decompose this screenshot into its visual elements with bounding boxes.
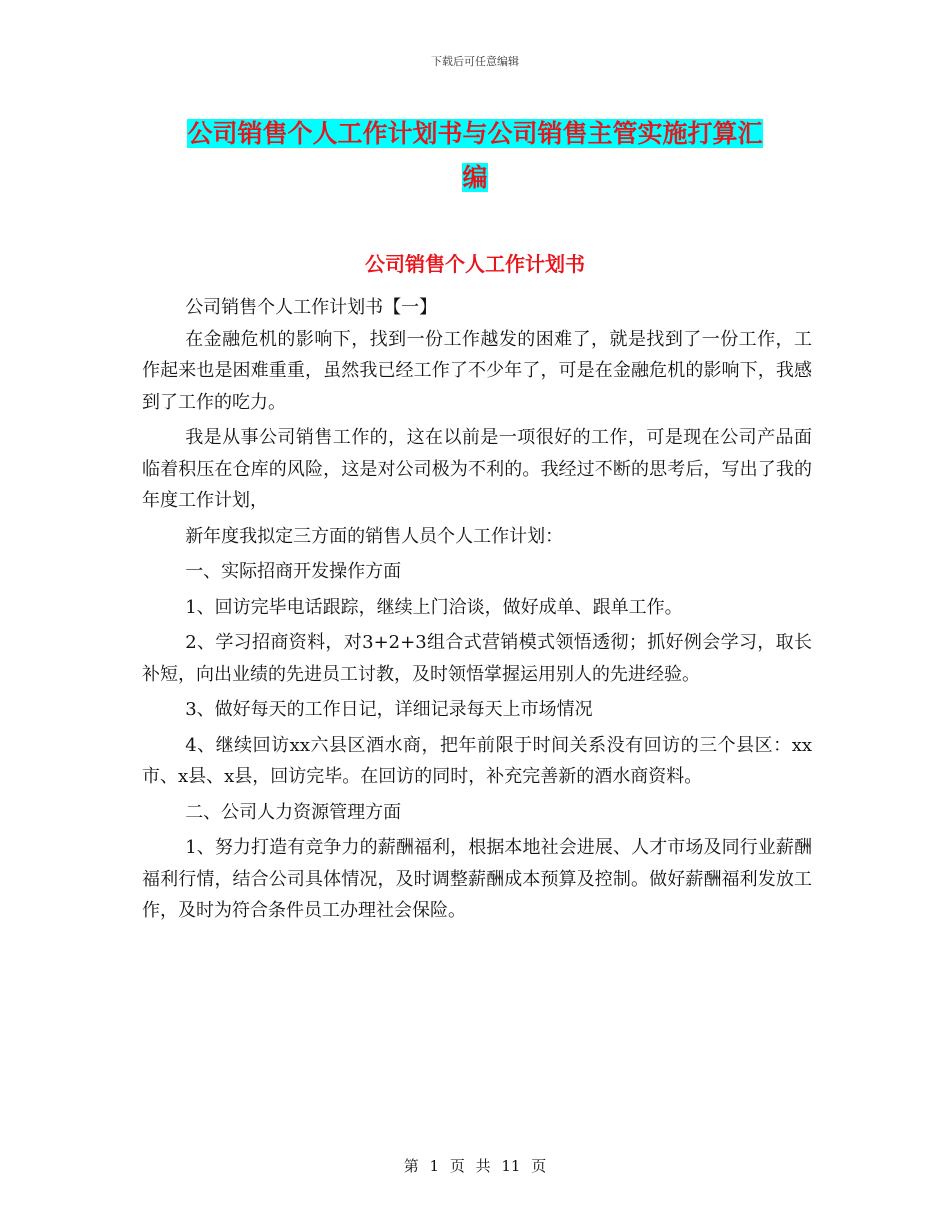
- header-note: 下载后可任意编辑: [431, 55, 519, 68]
- paragraph: 4、继续回访xx六县区酒水商，把年前限于时间关系没有回访的三个县区：xx市、x县、x县，回访完毕。在回访的同时，补充完善新的酒水商资料。: [142, 734, 812, 787]
- body-text: [142, 292, 812, 927]
- paragraph: 我是从事公司销售工作的，这在以前是一项很好的工作，可是现在公司产品面临着积压在仓库的风险，这是对公司极为不利的。我经过不断的思考后，写出了我的年度工作计划，: [142, 427, 812, 511]
- paragraph: 1、回访完毕电话跟踪，继续上门洽谈，做好成单、跟单工作。: [185, 596, 683, 618]
- paragraph: 新年度我拟定三方面的销售人员个人工作计划：: [185, 525, 564, 547]
- document-title-line-1: 公司销售个人工作计划书与公司销售主管实施打算汇: [187, 119, 763, 148]
- paragraph: 1、努力打造有竞争力的薪酬福利，根据本地社会进展、人才市场及同行业薪酬福利行情，结合公司具体情况，及时调整薪酬成本预算及控制。做好薪酬福利发放工作，及时为符合条件员工办理社会保险。: [142, 837, 812, 921]
- paragraph: 公司销售个人工作计划书【一】: [185, 297, 438, 318]
- paragraph: 一、实际招商开发操作方面: [185, 561, 402, 582]
- paragraph: 二、公司人力资源管理方面: [185, 801, 402, 823]
- document-title-line-2: 编: [462, 163, 488, 192]
- paragraph: 3、做好每天的工作日记，详细记录每天上市场情况: [185, 699, 593, 720]
- page-footer: 第 1 页 共 11 页: [403, 1157, 547, 1175]
- paragraph: 2、学习招商资料，对3+2+3组合式营销模式领悟透彻；抓好例会学习，取长补短，向出业绩的先进员工讨教，及时领悟掌握运用别人的先进经验。: [142, 632, 812, 685]
- document-title: [0, 112, 950, 200]
- paragraph: 在金融危机的影响下，找到一份工作越发的困难了，就是找到了一份工作，工作起来也是困难重重，虽然我已经工作了不少年了，可是在金融危机的影响下，我感到了工作的吃力。: [142, 328, 812, 413]
- section-title: 公司销售个人工作计划书: [365, 252, 585, 276]
